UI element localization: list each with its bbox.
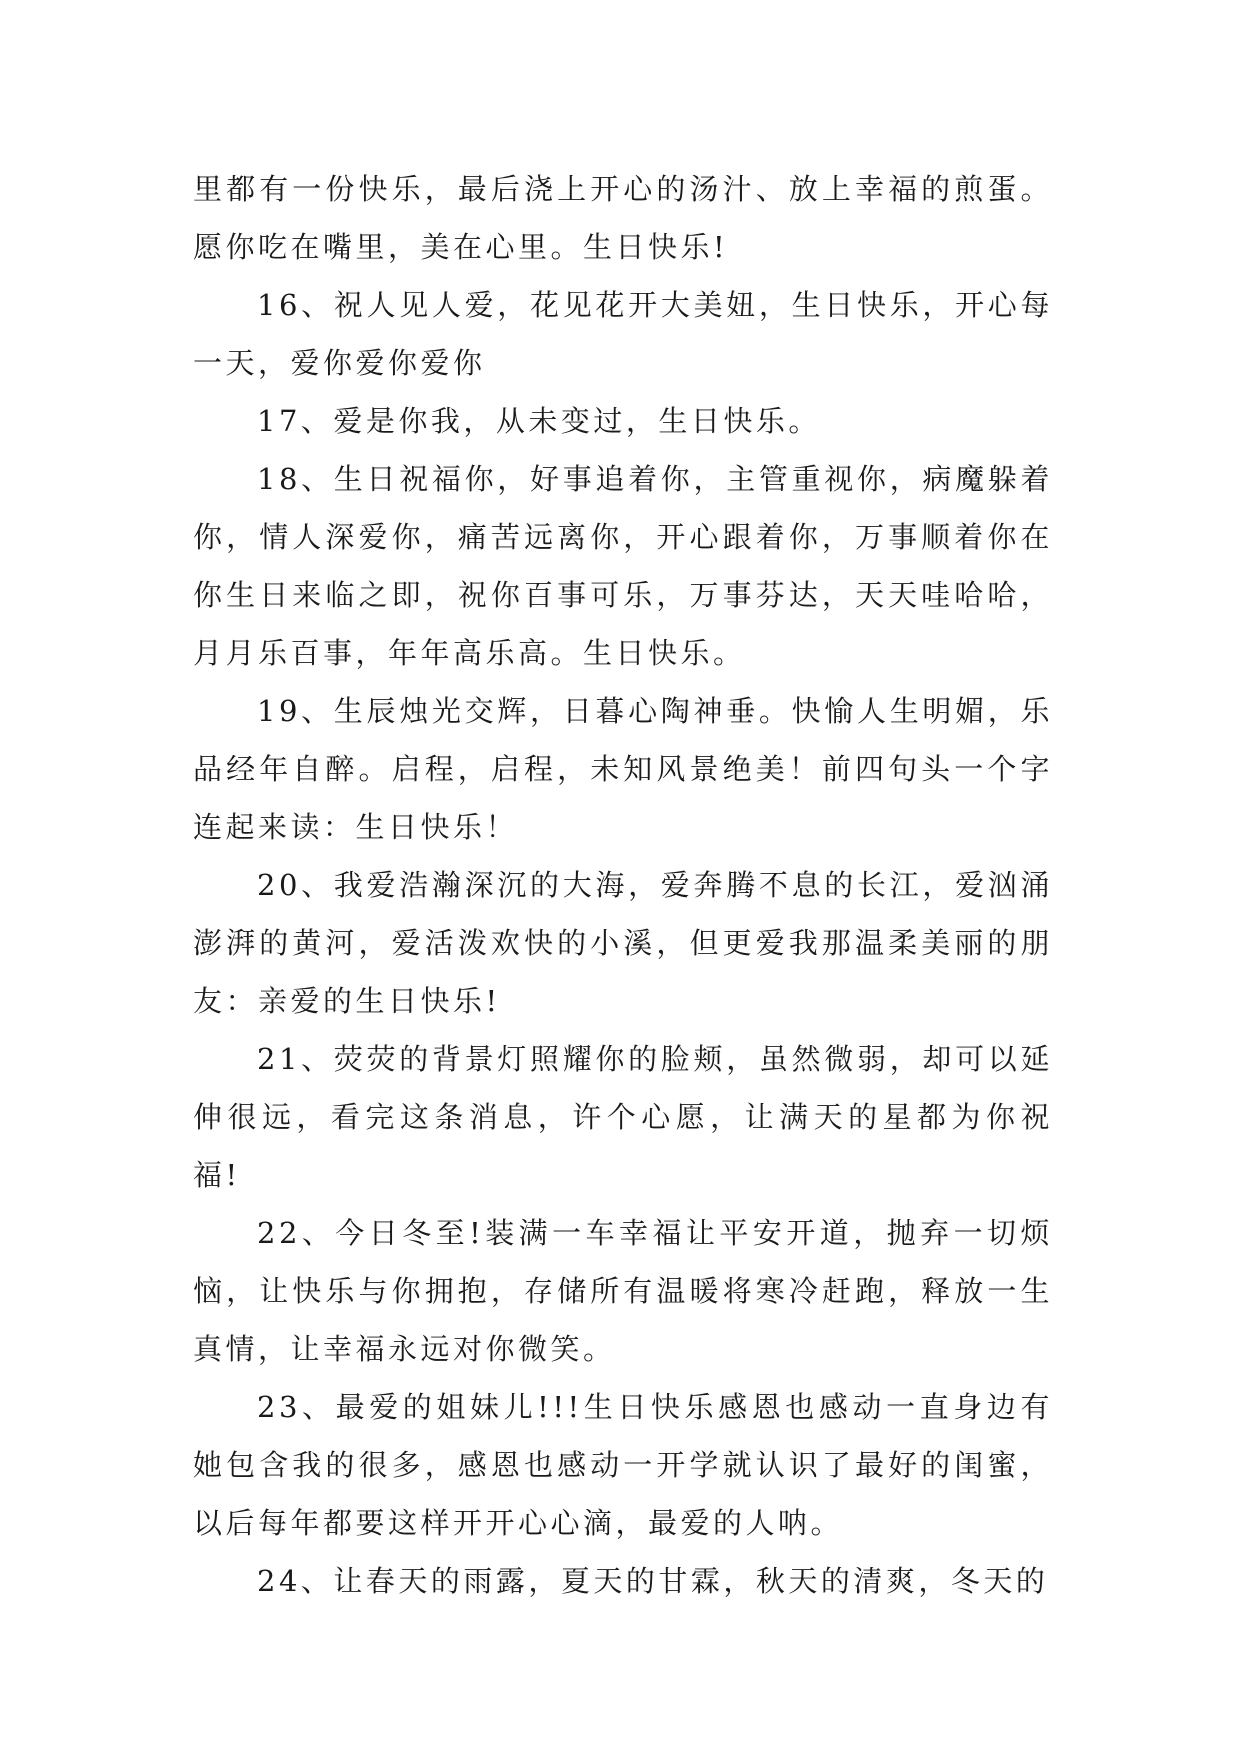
document-body: [193, 160, 1053, 1610]
paragraph-item-16: 16、祝人见人爱，花见花开大美妞，生日快乐，开心每一天，爱你爱你爱你: [193, 288, 1053, 380]
paragraph-item-17: 17、爱是你我，从未变过，生日快乐。: [257, 404, 821, 438]
paragraph-item-22: 22、今日冬至!装满一车幸福让平安开道，抛弃一切烦恼，让快乐与你拥抱，存储所有温暖将寒冷赶跑，释放一生真情，让幸福永远对你微笑。: [193, 1216, 1053, 1366]
paragraph-item-19: 19、生辰烛光交辉，日暮心陶神垂。快愉人生明媚，乐品经年自醉。启程，启程，未知风景绝美！前四句头一个字连起来读：生日快乐！: [193, 694, 1053, 844]
paragraph-continuation: 里都有一份快乐，最后浇上开心的汤汁、放上幸福的煎蛋。愿你吃在嘴里，美在心里。生日快乐!: [193, 172, 1053, 264]
paragraph-item-24: 24、让春天的雨露，夏天的甘霖，秋天的清爽，冬天的: [257, 1564, 1049, 1598]
paragraph-item-18: 18、生日祝福你，好事追着你，主管重视你，病魔躲着你，情人深爱你，痛苦远离你，开心跟着你，万事顺着你在你生日来临之即，祝你百事可乐，万事芬达，天天哇哈哈，月月乐百事，年年高乐高。生日快乐。: [193, 462, 1053, 670]
paragraph-item-20: 20、我爱浩瀚深沉的大海，爱奔腾不息的长江，爱汹涌澎湃的黄河，爱活泼欢快的小溪，但更爱我那温柔美丽的朋友：亲爱的生日快乐!: [193, 868, 1053, 1018]
paragraph-item-23: 23、最爱的姐妹儿!!!生日快乐感恩也感动一直身边有她包含我的很多，感恩也感动一开学就认识了最好的闺蜜，以后每年都要这样开开心心滴，最爱的人呐。: [193, 1390, 1053, 1540]
paragraph-item-21: 21、荧荧的背景灯照耀你的脸颊，虽然微弱，却可以延伸很远，看完这条消息，许个心愿，让满天的星都为你祝福!: [193, 1042, 1053, 1192]
